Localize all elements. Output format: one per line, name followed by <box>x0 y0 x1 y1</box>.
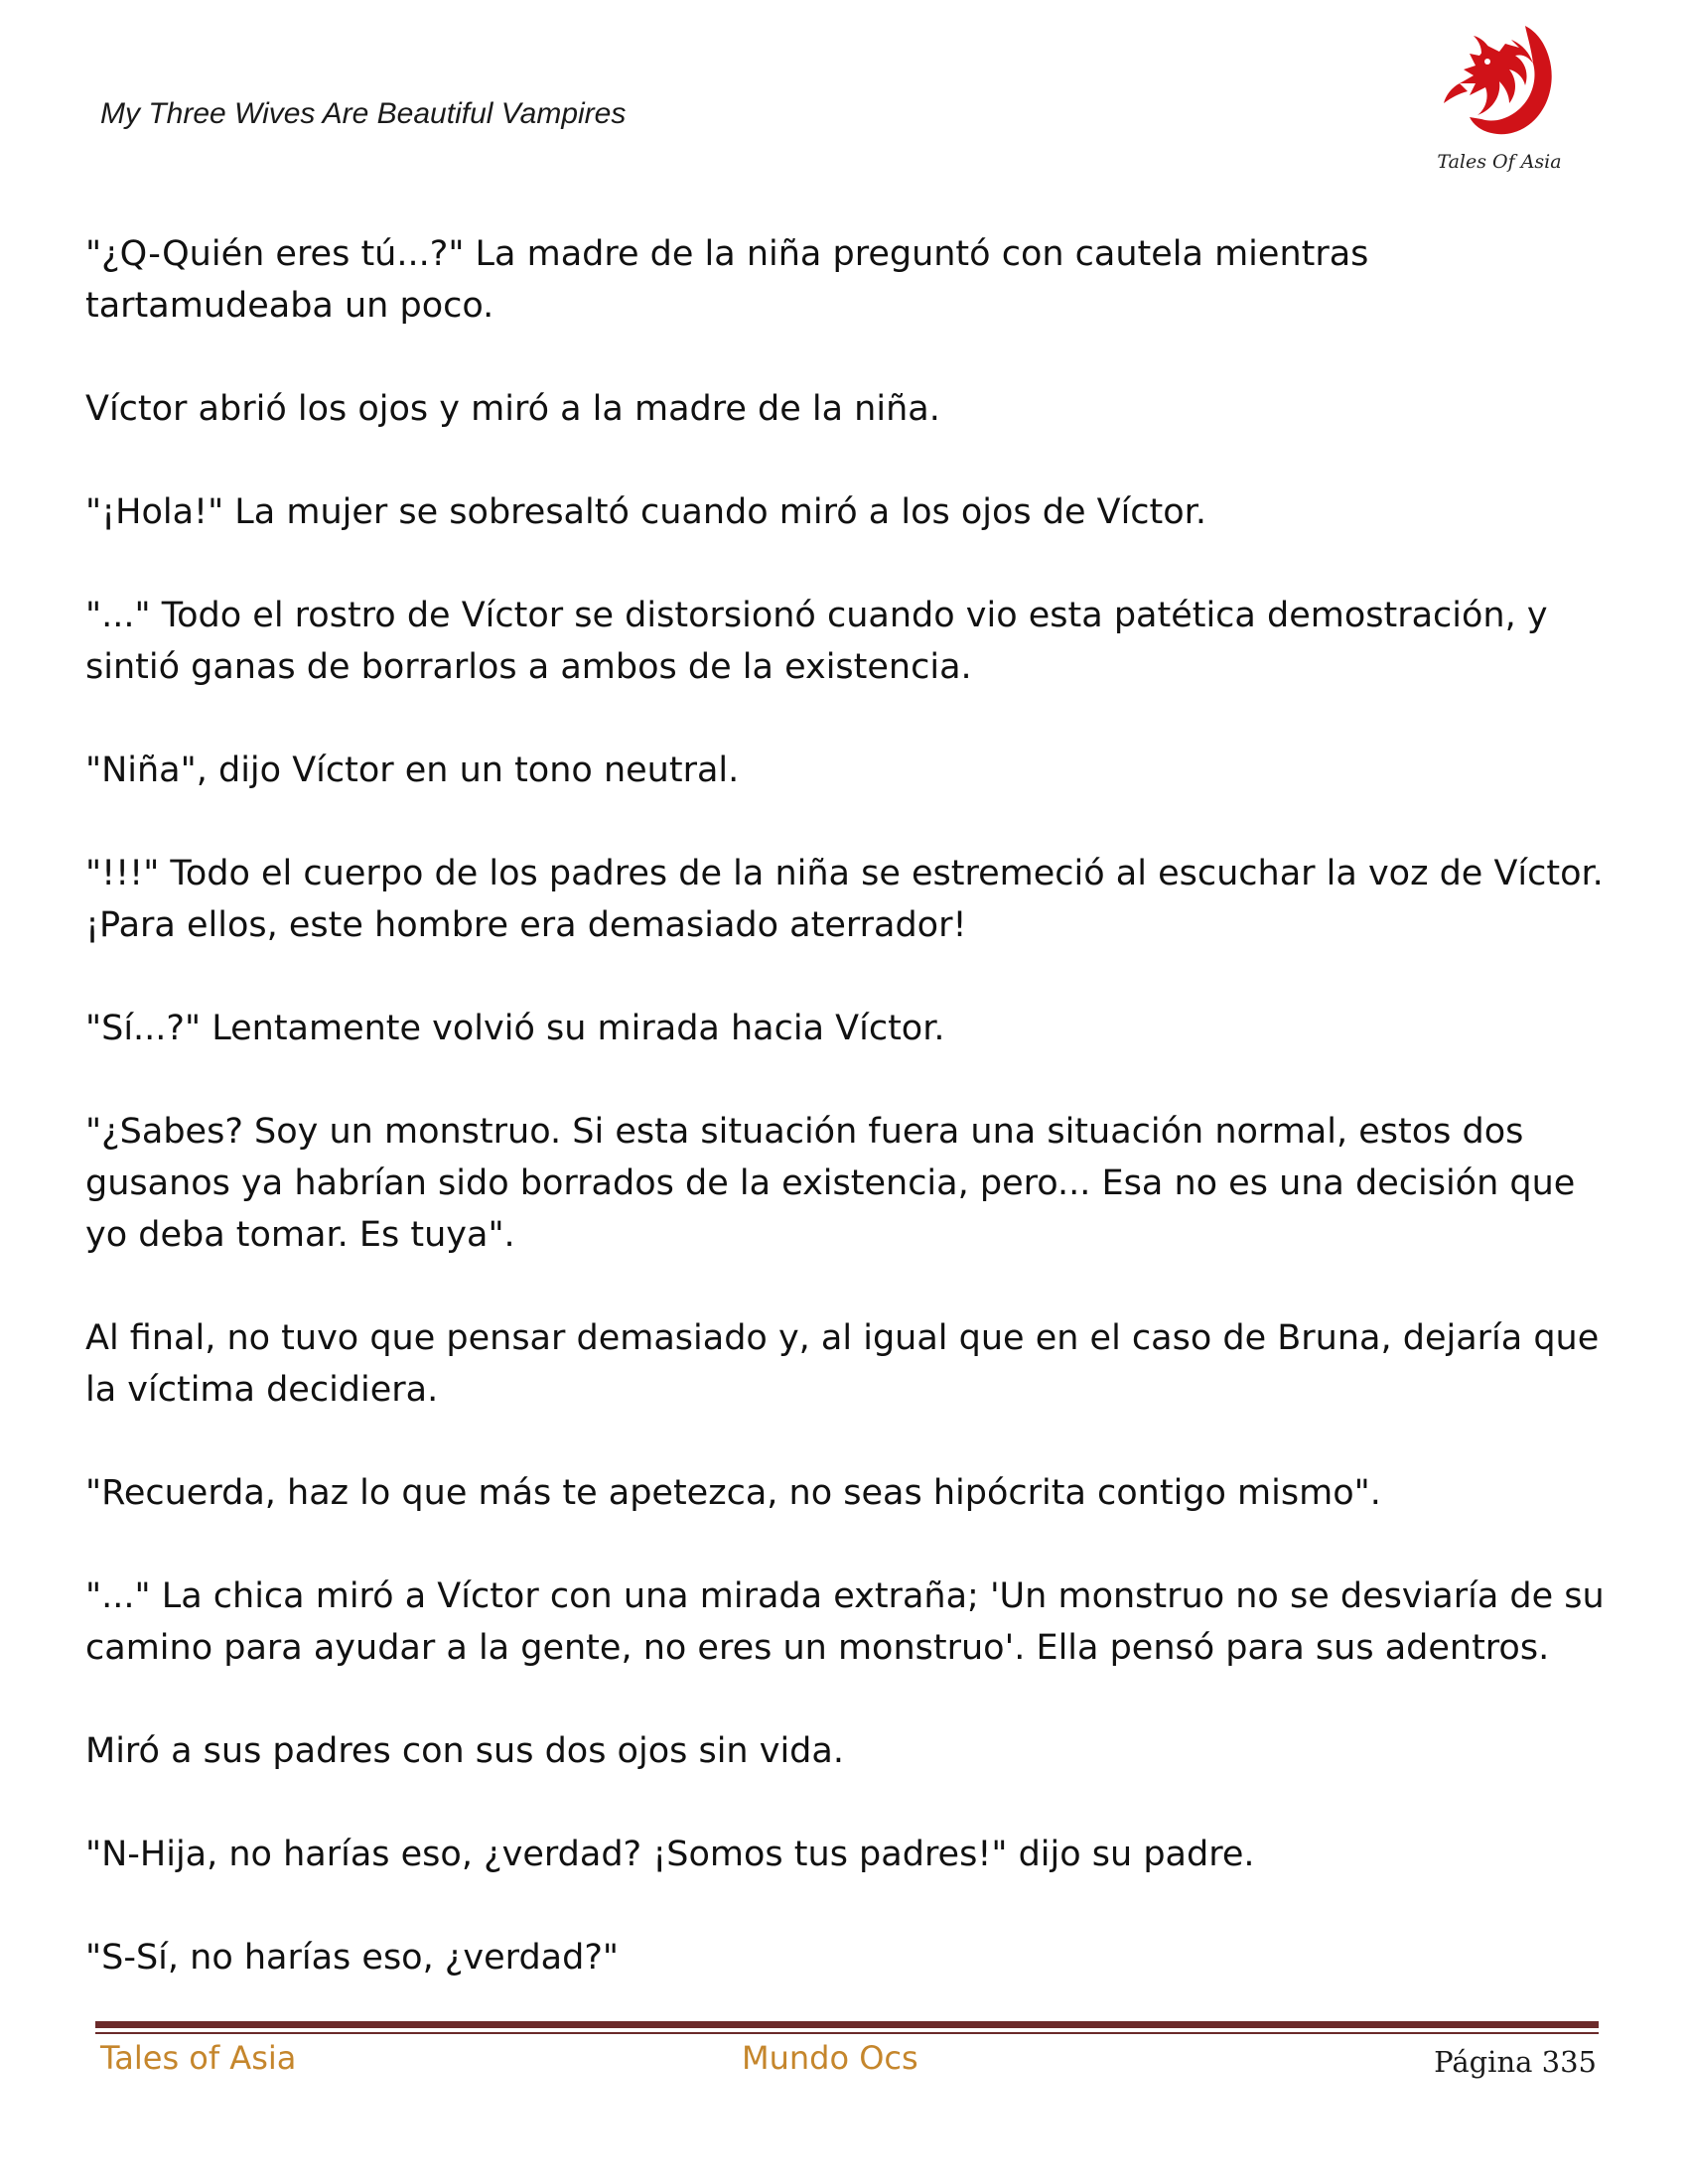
paragraph: "S-Sí, no harías eso, ¿verdad?" <box>85 1938 619 1978</box>
paragraph: "N-Hija, no harías eso, ¿verdad? ¡Somos tus padres!" dijo su padre. <box>85 1835 1255 1874</box>
footer-rule <box>95 2021 1599 2028</box>
logo-label: Tales Of Asia <box>1437 151 1562 173</box>
red-dragon-icon <box>1430 18 1569 157</box>
paragraph: "Recuerda, haz lo que más te apetezca, no seas hipócrita contigo mismo". <box>85 1473 1381 1513</box>
tales-of-asia-logo <box>1430 18 1569 182</box>
paragraph: "¿Q-Quién eres tú...?" La madre de la niña preguntó con cautela mientras tartamudeaba un poco. <box>85 234 1369 326</box>
footer-rule-thin <box>95 2032 1599 2034</box>
paragraph: "..." La chica miró a Víctor con una mirada extraña; 'Un monstruo no se desviaría de su camino para ayudar a la gente, no eres un monstruo'. Ella pensó para sus adentros. <box>85 1576 1605 1668</box>
paragraph: Al final, no tuvo que pensar demasiado y, al igual que en el caso de Bruna, dejaría que la víctima decidiera. <box>85 1318 1600 1410</box>
paragraph: "Niña", dijo Víctor en un tono neutral. <box>85 751 740 790</box>
paragraph: "!!!" Todo el cuerpo de los padres de la niña se estremeció al escuchar la voz de Víctor. ¡Para ellos, este hombre era demasiado aterrador! <box>85 854 1604 945</box>
footer-publisher: Tales of Asia <box>100 2039 297 2077</box>
paragraph: Miró a sus padres con sus dos ojos sin vida. <box>85 1731 844 1771</box>
paragraph: "..." Todo el rostro de Víctor se distorsionó cuando vio esta patética demostración, y sintió ganas de borrarlos a ambos de la existencia. <box>85 596 1548 687</box>
page-number: Página 335 <box>1434 2045 1597 2079</box>
paragraph: "¡Hola!" La mujer se sobresaltó cuando miró a los ojos de Víctor. <box>85 492 1206 532</box>
page-body <box>85 228 1605 2035</box>
paragraph: Víctor abrió los ojos y miró a la madre de la niña. <box>85 389 940 429</box>
footer-group: Mundo Ocs <box>742 2039 918 2077</box>
paragraph: "Sí...?" Lentamente volvió su mirada hacia Víctor. <box>85 1009 945 1048</box>
paragraph: "¿Sabes? Soy un monstruo. Si esta situación fuera una situación normal, estos dos gusanos ya habrían sido borrados de la existencia, pero... Esa no es una decisión que yo deba tomar. Es tuya". <box>85 1112 1576 1255</box>
book-title: My Three Wives Are Beautiful Vampires <box>100 97 627 130</box>
